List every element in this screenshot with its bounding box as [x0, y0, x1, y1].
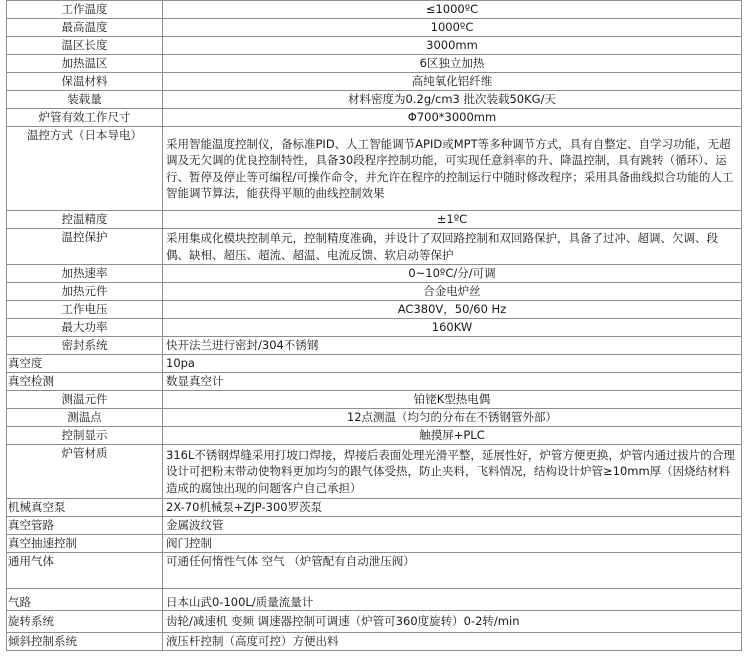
table-row — [7, 301, 742, 319]
table-row — [7, 55, 742, 73]
table-row — [7, 265, 742, 283]
row-value-control-accuracy: ±1ºC — [163, 211, 742, 229]
row-label-control-display: 控制显示 — [7, 427, 163, 445]
row-value-vacuum-pipeline: 金属波纹管 — [163, 517, 742, 535]
row-label-gas-circuit: 气路 — [7, 589, 163, 611]
row-label-rotation-system: 旋转系统 — [7, 611, 163, 633]
row-label-vacuum-pumping-speed-control: 真空抽速控制 — [7, 535, 163, 553]
row-label-heating-rate: 加热速率 — [7, 265, 163, 283]
row-value-temperature-control-method: 采用智能温度控制仪，备标准PID、人工智能调节APID或MPT等多种调节方式，具有自整定、自学习功能，无超调及无欠调的优良控制特性，具备30段程序控制功能，可实现任意斜率的升、降温控制，具有跳转（循环）、运行、暂停及停止等可编程/可操作命令，并允许在程序的控制运行中随时修改程序；采用具备曲线拟合功能的人工智能调节算法，能获得平顺的曲线控制效果 — [163, 127, 742, 211]
row-label-temperature-protection: 温控保护 — [7, 229, 163, 265]
table-row — [7, 391, 742, 409]
row-label-sealing-system: 密封系统 — [7, 337, 163, 355]
table-row — [7, 37, 742, 55]
table-row — [7, 535, 742, 553]
row-label-vacuum-pipeline: 真空管路 — [7, 517, 163, 535]
row-value-load-capacity: 材料密度为0.2g/cm3 批次装载50KG/天 — [163, 91, 742, 109]
row-value-max-temperature: 1000ºC — [163, 19, 742, 37]
table-row — [7, 229, 742, 265]
row-label-load-capacity: 装载量 — [7, 91, 163, 109]
table-row — [7, 355, 742, 373]
row-label-heating-zones: 加热温区 — [7, 55, 163, 73]
row-label-temperature-sensor: 测温元件 — [7, 391, 163, 409]
table-row — [7, 91, 742, 109]
row-value-heating-zones: 6区独立加热 — [163, 55, 742, 73]
row-value-gas-circuit: 日本山武0-100L/质量流量计 — [163, 589, 742, 611]
row-label-max-temperature: 最高温度 — [7, 19, 163, 37]
row-label-zone-length: 温区长度 — [7, 37, 163, 55]
row-label-heating-element: 加热元件 — [7, 283, 163, 301]
row-label-tube-material: 炉管材质 — [7, 445, 163, 499]
row-label-measuring-points: 测温点 — [7, 409, 163, 427]
row-value-heating-rate: 0~10ºC/分/可调 — [163, 265, 742, 283]
row-label-vacuum-degree: 真空度 — [7, 355, 163, 373]
row-label-general-gas: 通用气体 — [7, 553, 163, 589]
table-row — [7, 633, 742, 651]
row-label-tilt-control-system: 倾斜控制系统 — [7, 633, 163, 651]
table-row — [7, 337, 742, 355]
row-value-vacuum-pumping-speed-control: 阀门控制 — [163, 535, 742, 553]
row-label-control-accuracy: 控温精度 — [7, 211, 163, 229]
row-label-mechanical-vacuum-pump: 机械真空泵 — [7, 499, 163, 517]
table-row — [7, 427, 742, 445]
row-value-max-power: 160KW — [163, 319, 742, 337]
table-row — [7, 283, 742, 301]
table-row — [7, 373, 742, 391]
table-row — [7, 211, 742, 229]
row-value-tube-working-size: Φ700*3000mm — [163, 109, 742, 127]
table-row — [7, 553, 742, 589]
table-row — [7, 517, 742, 535]
row-value-zone-length: 3000mm — [163, 37, 742, 55]
table-row — [7, 1, 742, 19]
row-label-working-voltage: 工作电压 — [7, 301, 163, 319]
row-value-temperature-protection: 采用集成化模块控制单元，控制精度准确，并设计了双回路控制和双回路保护，具备了过冲、超调、欠调、段偶、缺相、超压、超流、超温、电流反馈、软启动等保护 — [163, 229, 742, 265]
row-label-tube-working-size: 炉管有效工作尺寸 — [7, 109, 163, 127]
row-value-rotation-system: 齿轮/减速机 变频 调速器控制可调速（炉管可360度旋转）0-2转/min — [163, 611, 742, 633]
row-value-general-gas: 可通任何惰性气体 空气 （炉管配有自动泄压阀） — [163, 553, 742, 589]
table-row — [7, 73, 742, 91]
row-label-max-power: 最大功率 — [7, 319, 163, 337]
row-label-temperature-control-method: 温控方式（日本导电） — [7, 127, 163, 211]
spec-table — [6, 0, 742, 651]
row-value-tube-material: 316L不锈钢焊缝采用打坡口焊接，焊接后表面处理光滑平整，延展性好，炉管方便更换，炉管内通过拔片的合理设计可把粉末带动使物料更加均匀的跟气体受热，防止夹料，飞料情况，结构设计炉管≥10mm厚（因烧结材料造成的腐蚀出现的问题客户自己承担） — [163, 445, 742, 499]
table-row — [7, 19, 742, 37]
row-value-heating-element: 合金电炉丝 — [163, 283, 742, 301]
row-value-measuring-points: 12点测温（均匀的分布在不锈钢管外部） — [163, 409, 742, 427]
row-value-mechanical-vacuum-pump: 2X-70机械泵+ZJP-300罗茨泵 — [163, 499, 742, 517]
table-row — [7, 127, 742, 211]
row-label-vacuum-detection: 真空检测 — [7, 373, 163, 391]
row-value-working-temperature: ≤1000ºC — [163, 1, 742, 19]
row-value-vacuum-degree: 10pa — [163, 355, 742, 373]
table-row — [7, 319, 742, 337]
table-row — [7, 109, 742, 127]
table-row — [7, 499, 742, 517]
row-value-sealing-system: 快开法兰进行密封/304不锈钢 — [163, 337, 742, 355]
row-value-control-display: 触摸屏+PLC — [163, 427, 742, 445]
row-value-insulation-material: 高纯氧化铝纤维 — [163, 73, 742, 91]
table-row — [7, 409, 742, 427]
table-row — [7, 611, 742, 633]
row-label-insulation-material: 保温材料 — [7, 73, 163, 91]
row-value-temperature-sensor: 铂铑K型热电偶 — [163, 391, 742, 409]
row-value-vacuum-detection: 数显真空计 — [163, 373, 742, 391]
row-value-tilt-control-system: 液压杆控制（高度可控）方便出料 — [163, 633, 742, 651]
table-row — [7, 589, 742, 611]
row-value-working-voltage: AC380V，50/60 Hz — [163, 301, 742, 319]
row-label-working-temperature: 工作温度 — [7, 1, 163, 19]
table-row — [7, 445, 742, 499]
